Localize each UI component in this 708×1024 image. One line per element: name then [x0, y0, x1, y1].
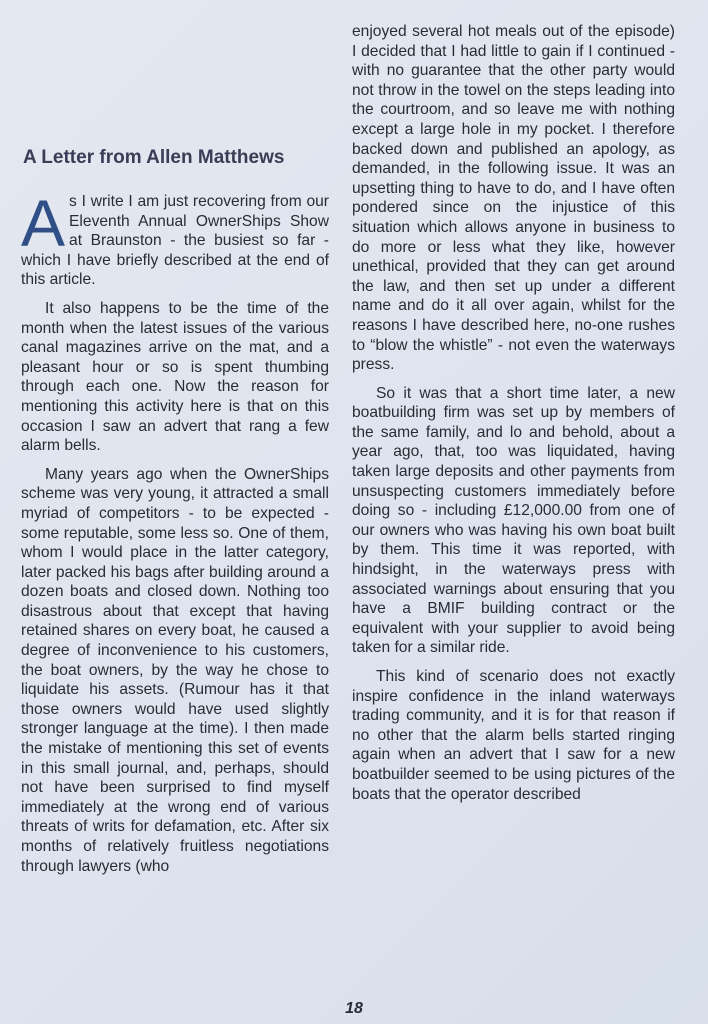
- paragraph-5: So it was that a short time later, a new boatbuilding firm was set up by members of the same family, and lo and behold, about a year ago, that, too was liquidated, having taken large deposits and other payments from unsuspecting customers immediately before doing so - including £12,000.00 from one of our owners who was having his own boat built by them. This time it was reported, with hindsight, in the waterways press with associated warnings about ensuring that you have a BMIF building contract or the equivalent with your supplier to avoid being taken for a similar ride.: [352, 384, 675, 657]
- paragraph-6: This kind of scenario does not exactly inspire confidence in the inland waterways trading community, and it is for that reason if no other that the alarm bells started ringing again when an advert that I saw for a new boatbuilder seemed to be using pictures of the boats that the operator described: [352, 668, 675, 803]
- paragraph-1: [21, 186, 329, 290]
- article-title: A Letter from Allen Matthews: [23, 147, 285, 168]
- paragraph-4: enjoyed several hot meals out of the episode) I decided that I had little to gain if I continued - with no guarantee that the other party would not throw in the towel on the steps leading into the courtroom, and so leave me with nothing except a large hole in my pocket. I therefore backed down and published an apology, as demanded, in the following issue. It was an upsetting thing to have to do, and I have often pondered since on the injustice of this situation which allows anyone in business to do more or less what they like, however unethical, provided that they can get around the law, and then set up under a different name and do it all over again, whilst for the reasons I have described here, no-one rushes to “blow the whistle” - not even the waterways press.: [352, 23, 675, 374]
- page-number: 18: [345, 1000, 363, 1017]
- paragraph-1-text: s I write I am just recovering from our Eleventh Annual OwnerShips Show at Braunston - the busiest so far - which I have briefly described at the end of this article.: [21, 193, 329, 289]
- right-column: [352, 22, 675, 813]
- left-column: [21, 140, 329, 885]
- paragraph-3: Many years ago when the OwnerShips scheme was very young, it attracted a small myriad of competitors - to be expected - some reputable, some less so. One of them, whom I would place in the latter category, later packed his bags after building around a dozen boats and closed down. Nothing too disastrous about that except that having retained shares on every boat, he caused a degree of inconvenience to his customers, the boat owners, by the way he chose to liquidate his assets. (Rumour has it that those owners would have used slightly stronger language at the time). I then made the mistake of mentioning this set of events in this small journal, and, perhaps, should not have been surprised to find myself immediately at the wrong end of various threats of writs for defamation, etc. After six months of relatively fruitless negotiations through lawyers (who: [21, 465, 329, 875]
- paragraph-2: It also happens to be the time of the month when the latest issues of the various canal magazines arrive on the mat, and a pleasant hour or so is spent thumbing through each one. Now the reason for mentioning this activity here is that on this occasion I saw an advert that rang a few alarm bells.: [21, 299, 329, 455]
- drop-cap: A: [21, 186, 66, 260]
